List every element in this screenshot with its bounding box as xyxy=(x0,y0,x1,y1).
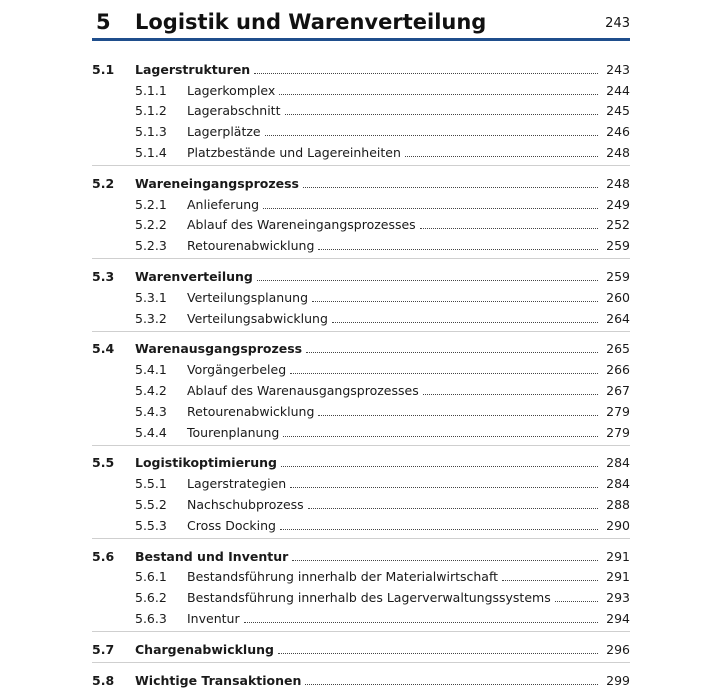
entry-page-number: 259 xyxy=(606,268,630,284)
toc-subsection-entry[interactable] xyxy=(92,285,630,306)
toc-section xyxy=(92,264,630,331)
dot-leader xyxy=(306,351,598,353)
toc-subsection-entry[interactable] xyxy=(92,513,630,534)
entry-title: Verteilungsabwicklung xyxy=(187,310,328,326)
toc-subsection-entry[interactable] xyxy=(92,606,630,627)
entry-number: 5.1.1 xyxy=(135,82,167,98)
entry-page-number: 259 xyxy=(606,238,630,254)
entry-title: Anlieferung xyxy=(187,196,260,212)
toc-subsection-entry[interactable] xyxy=(92,306,630,327)
entry-page-number: 267 xyxy=(606,382,630,398)
dot-leader xyxy=(254,72,598,74)
dot-leader xyxy=(420,227,598,229)
toc-subsection-entry[interactable] xyxy=(92,378,630,399)
entry-page-number: 284 xyxy=(606,476,630,492)
entry-number: 5.4.4 xyxy=(135,424,167,440)
entry-page-number: 244 xyxy=(606,82,630,98)
dot-leader xyxy=(423,393,598,395)
entry-title: Vorgängerbeleg xyxy=(187,362,287,378)
entry-number: 5.1 xyxy=(92,61,115,77)
entry-number: 5.2.3 xyxy=(135,238,167,254)
entry-title: Warenausgangsprozess xyxy=(135,341,303,357)
entry-number: 5.4.1 xyxy=(135,362,167,378)
toc-section xyxy=(92,171,630,259)
toc-section xyxy=(92,337,630,446)
entry-title: Inventur xyxy=(187,610,240,626)
dot-leader xyxy=(278,652,598,654)
chapter-header xyxy=(92,8,630,38)
entry-title: Retourenabwicklung xyxy=(187,238,315,254)
entry-number: 5.1.3 xyxy=(135,124,167,140)
chapter-rule xyxy=(92,38,630,41)
entry-title: Lagerkomplex xyxy=(187,82,276,98)
toc-subsection-entry[interactable] xyxy=(92,119,630,140)
chapter-title: Logistik und Warenverteilung xyxy=(135,10,487,34)
entry-page-number: 243 xyxy=(606,61,630,77)
entry-number: 5.4.3 xyxy=(135,403,167,419)
entry-page-number: 260 xyxy=(606,289,630,305)
dot-leader xyxy=(318,414,598,416)
entry-number: 5.3.1 xyxy=(135,289,167,305)
entry-number: 5.5 xyxy=(92,455,115,471)
entry-title: Ablauf des Wareneingangsprozesses xyxy=(187,217,416,233)
entry-number: 5.6.3 xyxy=(135,610,167,626)
dot-leader xyxy=(332,321,598,323)
toc-subsection-entry[interactable] xyxy=(92,99,630,120)
dot-leader xyxy=(312,300,598,302)
toc-section-entry[interactable] xyxy=(92,544,630,565)
entry-title: Lagerabschnitt xyxy=(187,103,281,119)
entry-number: 5.7 xyxy=(92,641,115,657)
entry-number: 5.6 xyxy=(92,548,115,564)
dot-leader xyxy=(280,528,598,530)
toc-section xyxy=(92,57,630,166)
dot-leader xyxy=(292,559,598,561)
entry-title: Bestandsführung innerhalb der Materialwirtschaft xyxy=(187,569,499,585)
dot-leader xyxy=(502,579,598,581)
dot-leader xyxy=(285,113,599,115)
entry-title: Wareneingangsprozess xyxy=(135,175,299,191)
entry-number: 5.2 xyxy=(92,175,115,191)
entry-number: 5.5.2 xyxy=(135,496,167,512)
entry-page-number: 249 xyxy=(606,196,630,212)
entry-number: 5.6.1 xyxy=(135,569,167,585)
toc-section xyxy=(92,544,630,632)
toc-subsection-entry[interactable] xyxy=(92,213,630,234)
entry-page-number: 291 xyxy=(606,569,630,585)
dot-leader xyxy=(290,372,598,374)
toc-section-entry[interactable] xyxy=(92,264,630,285)
toc-section-entry[interactable] xyxy=(92,57,630,78)
toc-subsection-entry[interactable] xyxy=(92,420,630,441)
entry-title: Retourenabwicklung xyxy=(187,403,315,419)
entry-title: Lagerstrukturen xyxy=(135,61,251,77)
entry-title: Cross Docking xyxy=(187,517,276,533)
dot-leader xyxy=(305,683,598,685)
entry-number: 5.2.1 xyxy=(135,196,167,212)
entry-title: Chargenabwicklung xyxy=(135,641,274,657)
toc-subsection-entry[interactable] xyxy=(92,399,630,420)
entry-number: 5.3 xyxy=(92,268,115,284)
toc-subsection-entry[interactable] xyxy=(92,192,630,213)
entry-page-number: 299 xyxy=(606,672,630,688)
dot-leader xyxy=(257,279,598,281)
entry-page-number: 252 xyxy=(606,217,630,233)
entry-page-number: 248 xyxy=(606,175,630,191)
toc-section xyxy=(92,668,630,693)
entry-title: Nachschubprozess xyxy=(187,496,304,512)
entry-title: Bestand und Inventur xyxy=(135,548,289,564)
toc-section xyxy=(92,637,630,663)
entry-page-number: 288 xyxy=(606,496,630,512)
entry-title: Lagerplätze xyxy=(187,124,261,140)
entry-page-number: 248 xyxy=(606,144,630,160)
entry-title: Verteilungsplanung xyxy=(187,289,309,305)
dot-leader xyxy=(283,435,598,437)
chapter-number: 5 xyxy=(96,10,111,34)
entry-page-number: 265 xyxy=(606,341,630,357)
entry-page-number: 290 xyxy=(606,517,630,533)
entry-number: 5.4 xyxy=(92,341,115,357)
entry-number: 5.5.3 xyxy=(135,517,167,533)
dot-leader xyxy=(318,248,598,250)
entry-title: Logistikoptimierung xyxy=(135,455,277,471)
entry-title: Wichtige Transaktionen xyxy=(135,672,302,688)
dot-leader xyxy=(263,207,598,209)
entry-page-number: 293 xyxy=(606,590,630,606)
entry-title: Platzbestände und Lagereinheiten xyxy=(187,144,401,160)
toc-section xyxy=(92,451,630,539)
entry-page-number: 246 xyxy=(606,124,630,140)
dot-leader xyxy=(244,621,598,623)
entry-title: Bestandsführung innerhalb des Lagerverwaltungssystems xyxy=(187,590,551,606)
toc-subsection-entry[interactable] xyxy=(92,471,630,492)
toc-section-entry[interactable] xyxy=(92,337,630,358)
toc-section-entry[interactable] xyxy=(92,171,630,192)
entry-title: Warenverteilung xyxy=(135,268,253,284)
entry-number: 5.8 xyxy=(92,672,115,688)
toc-subsection-entry[interactable] xyxy=(92,233,630,254)
entry-page-number: 284 xyxy=(606,455,630,471)
toc-subsection-entry[interactable] xyxy=(92,585,630,606)
dot-leader xyxy=(303,186,598,188)
entry-page-number: 296 xyxy=(606,641,630,657)
entry-page-number: 245 xyxy=(606,103,630,119)
toc-section-entry[interactable] xyxy=(92,451,630,472)
entry-number: 5.5.1 xyxy=(135,476,167,492)
entry-number: 5.3.2 xyxy=(135,310,167,326)
toc-subsection-entry[interactable] xyxy=(92,140,630,161)
dot-leader xyxy=(290,486,598,488)
entry-page-number: 279 xyxy=(606,424,630,440)
entry-title: Lagerstrategien xyxy=(187,476,287,492)
toc-subsection-entry[interactable] xyxy=(92,565,630,586)
entry-number: 5.6.2 xyxy=(135,590,167,606)
entry-page-number: 294 xyxy=(606,610,630,626)
toc-section-entry[interactable] xyxy=(92,668,630,689)
toc-subsection-entry[interactable] xyxy=(92,357,630,378)
entry-title: Ablauf des Warenausgangsprozesses xyxy=(187,382,419,398)
toc-section-entry[interactable] xyxy=(92,637,630,658)
toc-subsection-entry[interactable] xyxy=(92,492,630,513)
entry-number: 5.1.4 xyxy=(135,144,167,160)
chapter-page-number: 243 xyxy=(605,16,630,31)
entry-number: 5.1.2 xyxy=(135,103,167,119)
entry-page-number: 264 xyxy=(606,310,630,326)
dot-leader xyxy=(279,93,598,95)
entry-number: 5.2.2 xyxy=(135,217,167,233)
entry-page-number: 279 xyxy=(606,403,630,419)
table-of-contents xyxy=(92,57,630,698)
dot-leader xyxy=(555,600,598,602)
dot-leader xyxy=(308,507,598,509)
dot-leader xyxy=(405,155,598,157)
dot-leader xyxy=(281,465,598,467)
entry-page-number: 266 xyxy=(606,362,630,378)
entry-page-number: 291 xyxy=(606,548,630,564)
entry-title: Tourenplanung xyxy=(187,424,280,440)
entry-number: 5.4.2 xyxy=(135,382,167,398)
toc-subsection-entry[interactable] xyxy=(92,78,630,99)
dot-leader xyxy=(265,134,598,136)
